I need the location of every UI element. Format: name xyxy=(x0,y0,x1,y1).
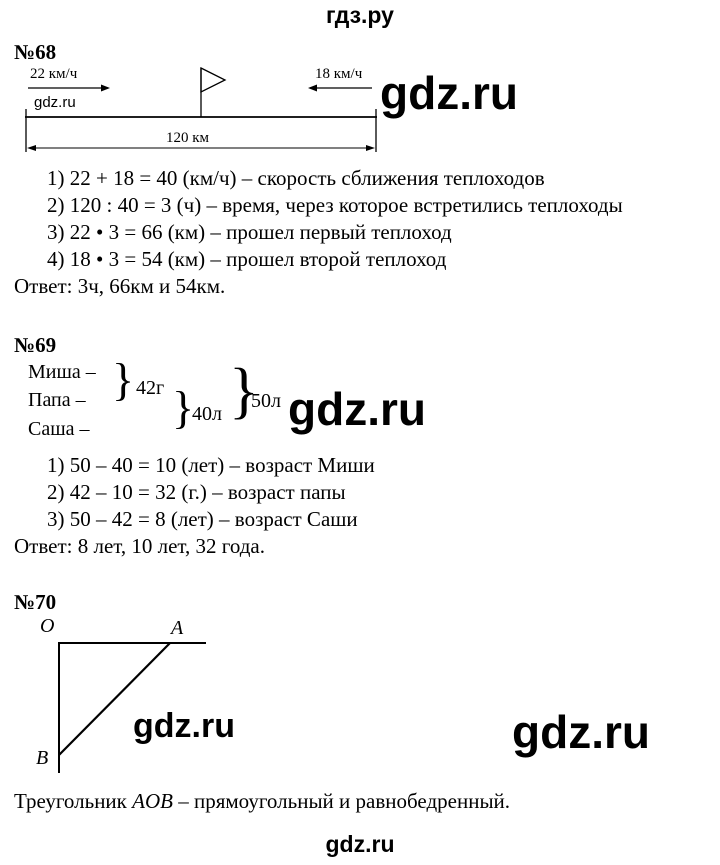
small-watermark: gdz.ru xyxy=(34,94,76,111)
right-speed-arrowhead xyxy=(308,85,317,92)
p69-step-1: 1) 50 – 40 = 10 (лет) – возраст Миши xyxy=(47,453,375,477)
triangle-name: AOB xyxy=(132,789,173,813)
p68-step-1: 1) 22 + 18 = 40 (км/ч) – скорость сближения теплоходов xyxy=(47,166,545,190)
name-papa: Папа – xyxy=(28,389,86,411)
vertex-a-label: A xyxy=(171,617,184,639)
watermark-68: gdz.ru xyxy=(380,67,518,119)
conclusion-prefix: Треугольник xyxy=(14,789,133,813)
site-footer-watermark: gdz.ru xyxy=(325,831,395,857)
brace-all: } xyxy=(229,357,259,425)
p69-answer: Ответ: 8 лет, 10 лет, 32 года. xyxy=(14,534,266,558)
name-misha: Миша – xyxy=(28,361,96,383)
problem-69-number: №69 xyxy=(14,333,57,357)
watermark-70-big: gdz.ru xyxy=(512,706,650,758)
p68-step-4: 4) 18 • 3 = 54 (км) – прошел второй теплоход xyxy=(47,247,447,271)
p69-step-2: 2) 42 – 10 = 32 (г.) – возраст папы xyxy=(47,480,346,504)
right-speed-label: 18 км/ч xyxy=(315,66,363,82)
brace-misha-sasha: } xyxy=(172,382,195,433)
problem-68-number: №68 xyxy=(14,40,57,64)
left-speed-arrowhead xyxy=(101,85,110,92)
brace1-label: 42г xyxy=(136,377,165,399)
brace-misha-papa: } xyxy=(112,354,135,405)
conclusion-suffix: – прямоугольный и равнобедренный. xyxy=(172,789,511,813)
left-speed-label: 22 км/ч xyxy=(30,66,78,82)
vertex-b-label: B xyxy=(36,747,49,769)
problem-70-number: №70 xyxy=(14,590,57,614)
p68-answer: Ответ: 3ч, 66км и 54км. xyxy=(14,274,226,298)
vertex-o-label: O xyxy=(40,615,55,637)
p68-step-3: 3) 22 • 3 = 66 (км) – прошел первый теплоход xyxy=(47,220,452,244)
name-sasha: Саша – xyxy=(28,418,90,440)
brace3-label: 50л xyxy=(251,390,281,412)
distance-label: 120 км xyxy=(166,130,210,146)
p70-conclusion xyxy=(14,789,510,814)
watermark-69: gdz.ru xyxy=(288,383,426,435)
site-header-title: гдз.ру xyxy=(326,2,394,28)
brace2-label: 40л xyxy=(192,403,222,425)
p69-step-3: 3) 50 – 42 = 8 (лет) – возраст Саши xyxy=(47,507,358,531)
p68-step-2: 2) 120 : 40 = 3 (ч) – время, через которое встретились теплоходы xyxy=(47,193,623,217)
watermark-70-small: gdz.ru xyxy=(133,707,235,745)
flag-icon xyxy=(201,68,225,92)
